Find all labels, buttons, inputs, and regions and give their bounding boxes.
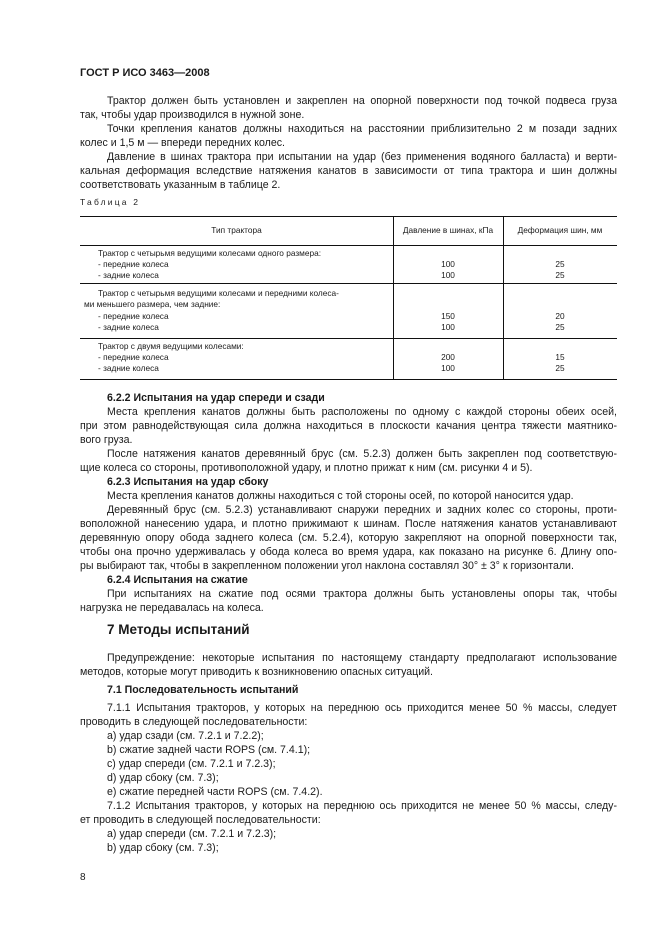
group-title: Трактор с четырьмя ведущими колесами одного размера: <box>98 248 321 258</box>
text-line: вого груза. <box>80 434 133 446</box>
chapter-heading: 7 Методы испытаний <box>107 622 250 637</box>
deformation-cell: 25 <box>555 363 565 373</box>
text-line: Давление в шинах трактора при испытании на удар (без применения водяного балласта) и верти- <box>107 151 617 163</box>
text-line: Деревянный брус (см. 5.2.3) устанавливают снаружи передних и задних колес со стороны, проти- <box>107 504 617 516</box>
page-number: 8 <box>80 872 86 883</box>
text-line: ет проводить в следующей последовательности: <box>80 814 321 826</box>
data-table <box>80 216 617 380</box>
text-line: При испытаниях на сжатие под осями трактора должны быть установлены опоры так, чтобы <box>107 588 617 600</box>
text-line: 7.1.1 Испытания тракторов, у которых на переднюю ось приходится менее 50 % массы, следует <box>107 702 617 714</box>
text-line: проводить в следующей последовательности: <box>80 716 308 728</box>
pressure-cell: 200 <box>441 352 455 362</box>
row-divider <box>80 338 617 339</box>
pressure-cell: 100 <box>441 363 455 373</box>
list-item: a) удар спереди (см. 7.2.1 и 7.2.3); <box>107 828 277 840</box>
deformation-cell: 15 <box>555 352 565 362</box>
text-line: ры выбирают так, чтобы в закрепленном положении угол наклона составлял 30° ± 3° к горизонтали. <box>80 560 574 572</box>
table-caption: Таблица 2 <box>80 197 141 207</box>
row-label: - передние колеса <box>98 259 169 269</box>
text-line: Предупреждение: некоторые испытания по настоящему стандарту предполагают использование <box>107 652 617 664</box>
pressure-cell: 100 <box>441 322 455 332</box>
text-line: Места крепления канатов должны находиться с той стороны осей, по которой наносится удар. <box>107 490 574 502</box>
text-line: Точки крепления канатов должны находиться на расстоянии приблизительно 2 м позади задних <box>107 123 617 135</box>
table-header: Тип трактора <box>211 225 262 235</box>
text-line: нагрузка не передавалась на колеса. <box>80 602 264 614</box>
pressure-cell: 100 <box>441 270 455 280</box>
text-line: методов, которые могут приводить к возникновению опасных ситуаций. <box>80 666 433 678</box>
pressure-cell: 150 <box>441 311 455 321</box>
text-line: при этом равнодействующая сила должна находиться в плоскости качания центра тяжести маятнико- <box>80 420 617 432</box>
list-item: a) удар сзади (см. 7.2.1 и 7.2.2); <box>107 730 264 742</box>
list-item: e) сжатие передней части ROPS (см. 7.4.2). <box>107 786 323 798</box>
text-line: чтобы она прочно удерживалась у обода колеса во время удара, как показано на рисунке 6. Длину опо- <box>80 546 617 558</box>
row-divider <box>80 283 617 284</box>
deformation-cell: 25 <box>555 259 565 269</box>
deformation-cell: 25 <box>555 322 565 332</box>
section-heading: 7.1 Последовательность испытаний <box>107 684 299 696</box>
row-label: - задние колеса <box>98 322 159 332</box>
row-divider <box>80 245 617 246</box>
text-line: колес и 1,5 м — впереди передних колес. <box>80 137 285 149</box>
section-heading: 6.2.3 Испытания на удар сбоку <box>107 476 269 488</box>
text-line: Места крепления канатов должны быть расположены по одному с каждой стороны обеих осей, <box>107 406 617 418</box>
document-header: ГОСТ Р ИСО 3463—2008 <box>80 67 210 79</box>
text-line: деревянную опору обода заднего колеса (см. 5.2.4), которую закрепляют на опорной поверхности так, <box>80 532 617 544</box>
text-line: После натяжения канатов деревянный брус (см. 5.2.3) должен быть закреплен под соответствую- <box>107 448 617 460</box>
row-label: - передние колеса <box>98 352 169 362</box>
section-heading: 6.2.2 Испытания на удар спереди и сзади <box>107 392 325 404</box>
table-header: Деформация шин, мм <box>517 225 603 235</box>
list-item: c) удар спереди (см. 7.2.1 и 7.2.3); <box>107 758 276 770</box>
deformation-cell: 20 <box>555 311 565 321</box>
group-title: Трактор с двумя ведущими колесами: <box>98 341 244 351</box>
text-line: Трактор должен быть установлен и закреплен на опорной поверхности под точкой подвеса груза <box>107 95 617 107</box>
text-line: щие колеса со стороны, противоположной удару, и плотно прижат к ним (см. рисунки 4 и 5). <box>80 462 533 474</box>
text-line: так, чтобы удар производился в нужной зоне. <box>80 109 305 121</box>
row-label: - задние колеса <box>98 363 159 373</box>
list-item: b) удар сбоку (см. 7.3); <box>107 842 219 854</box>
group-title: ми меньшего размера, чем задние: <box>84 299 221 309</box>
text-line: соответствовать указанным в таблице 2. <box>80 179 281 191</box>
text-line: 7.1.2 Испытания тракторов, у которых на переднюю ось приходится не менее 50 % массы, следу- <box>107 800 617 812</box>
table-header: Давление в шинах, кПа <box>402 225 494 235</box>
row-label: - задние колеса <box>98 270 159 280</box>
section-heading: 6.2.4 Испытания на сжатие <box>107 574 248 586</box>
text-line: воположной нанесению удара, и плотно прижимают к шинам. После натяжения канатов устанавливают <box>80 518 617 530</box>
row-label: - передние колеса <box>98 311 169 321</box>
group-title: Трактор с четырьмя ведущими колесами и передними колеса- <box>98 288 339 298</box>
list-item: b) сжатие задней части ROPS (см. 7.4.1); <box>107 744 311 756</box>
text-line: кальная деформация вследствие натяжения канатов в зависимости от типа трактора и шин должны <box>80 165 617 177</box>
deformation-cell: 25 <box>555 270 565 280</box>
pressure-cell: 100 <box>441 259 455 269</box>
list-item: d) удар сбоку (см. 7.3); <box>107 772 219 784</box>
